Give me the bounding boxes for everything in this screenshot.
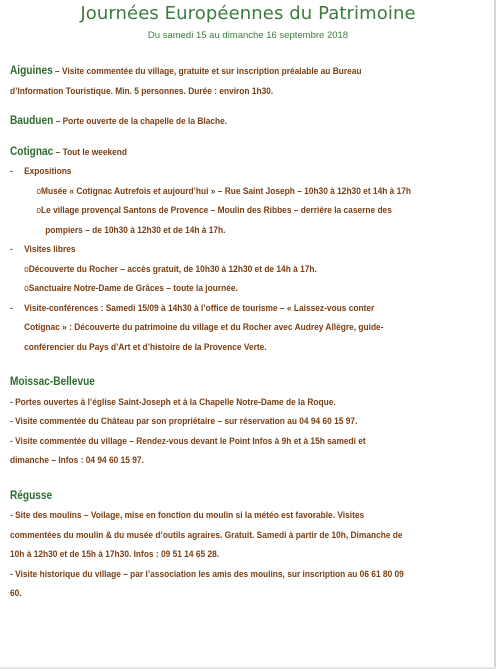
regusse-line-1b: commentées du moulin & du musée d’outils agraires. Gratuit. Samedi à partir de 10h, Dimanche de <box>10 529 403 541</box>
expo-item-2-cont: pompiers – de 10h30 à 12h30 et de 14h à 17h. <box>45 224 226 236</box>
visites-libres-item-2 <box>10 279 496 299</box>
moissac-name: Moissac-Bellevue <box>10 376 95 388</box>
conferences-text-2: Cotignac » : Découverte du patrimoine du village et du Rocher avec Audrey Allègre, guide- <box>24 322 384 333</box>
expositions-label: Expositions <box>24 166 72 177</box>
moissac-line-3b: dimanche – Infos : 04 94 60 15 97. <box>10 455 144 466</box>
conferences-text-3: conférencier du Pays d’Art et d’histoire de la Provence Verte. <box>24 341 267 353</box>
moissac-line-1: - Portes ouvertes à l’église Saint-Joseph et à la Chapelle Notre-Dame de la Roque. <box>10 396 336 408</box>
cotignac-heading <box>10 143 485 163</box>
aiguines-name: Aiguines <box>10 65 53 77</box>
conferences-item <box>10 299 485 319</box>
regusse-name: Régusse <box>10 489 53 502</box>
dash-bullet: - <box>10 302 13 314</box>
expo-item-1-text: Musée « Cotignac Autrefois et aujourd’hui » – Rue Saint Joseph – 10h30 à 12h30 et 14h à 17h <box>41 185 412 197</box>
cotignac-name: Cotignac <box>10 145 54 158</box>
page-title: Journées Européennes du Patrimoine <box>80 3 416 24</box>
dash-bullet: - <box>10 244 13 255</box>
moissac-heading <box>10 373 485 393</box>
moissac-line-2: - Visite commentée du Château par son propriétaire – sur réservation au 04 94 60 15 97. <box>10 416 358 427</box>
moissac-line-3a: - Visite commentée du village – Rendez-vous devant le Point Infos à 9h et à 15h samedi et <box>10 435 366 447</box>
bauduen-text: – Porte ouverte de la chapelle de la Blache. <box>53 116 228 127</box>
visites-libres-item-1 <box>10 260 496 280</box>
content <box>10 62 490 604</box>
visites-libres-heading <box>10 240 485 260</box>
aiguines-entry <box>10 62 485 82</box>
bauduen-entry <box>10 112 485 132</box>
circle-bullet: o <box>24 263 29 275</box>
regusse-line-2b: 60. <box>10 588 22 599</box>
regusse-line-2a: - Visite historique du village – par l’association les amis des moulins, sur inscription au 06 61 80 09 <box>10 568 404 580</box>
expositions-heading <box>10 162 485 182</box>
cotignac-sub: – Tout le weekend <box>53 146 128 158</box>
expo-item-1 <box>10 182 496 202</box>
regusse-line-1a: - Site des moulins – Voilage, mise en fonction du moulin si la météo est favorable. Visites <box>10 510 365 521</box>
page-subtitle: Du samedi 15 au dimanche 16 septembre 2018 <box>147 30 349 41</box>
circle-bullet: o <box>36 205 42 216</box>
circle-bullet: o <box>36 185 42 197</box>
vl-item-1-text: Découverte du Rocher – accès gratuit, de 10h30 à 12h30 et de 14h à 17h. <box>28 263 317 275</box>
expo-item-2 <box>10 201 496 221</box>
regusse-line-1c: 10h à 12h30 et de 15h à 17h30. Infos : 09 51 14 65 28. <box>10 549 220 560</box>
regusse-heading <box>10 487 485 507</box>
circle-bullet: o <box>24 283 29 294</box>
dash-bullet: - <box>10 166 13 177</box>
aiguines-text-1: – Visite commentée du village, gratuite et sur inscription préalable au Bureau <box>52 66 362 77</box>
aiguines-text-2: d’Information Touristique. Min. 5 personnes. Durée : environ 1h30. <box>10 85 274 97</box>
visites-libres-label: Visites libres <box>24 244 76 255</box>
expo-item-2-text: Le village provençal Santons de Provence – Moulin des Ribbes – derrière la caserne des <box>41 205 392 216</box>
conferences-text-1: Visite-conférences : Samedi 15/09 à 14h30 à l’office de tourisme – « Laissez-vous conter <box>24 302 375 314</box>
bauduen-name: Bauduen <box>10 115 54 127</box>
vl-item-2-text: Sanctuaire Notre-Dame de Grâces – toute la journée. <box>28 283 238 294</box>
